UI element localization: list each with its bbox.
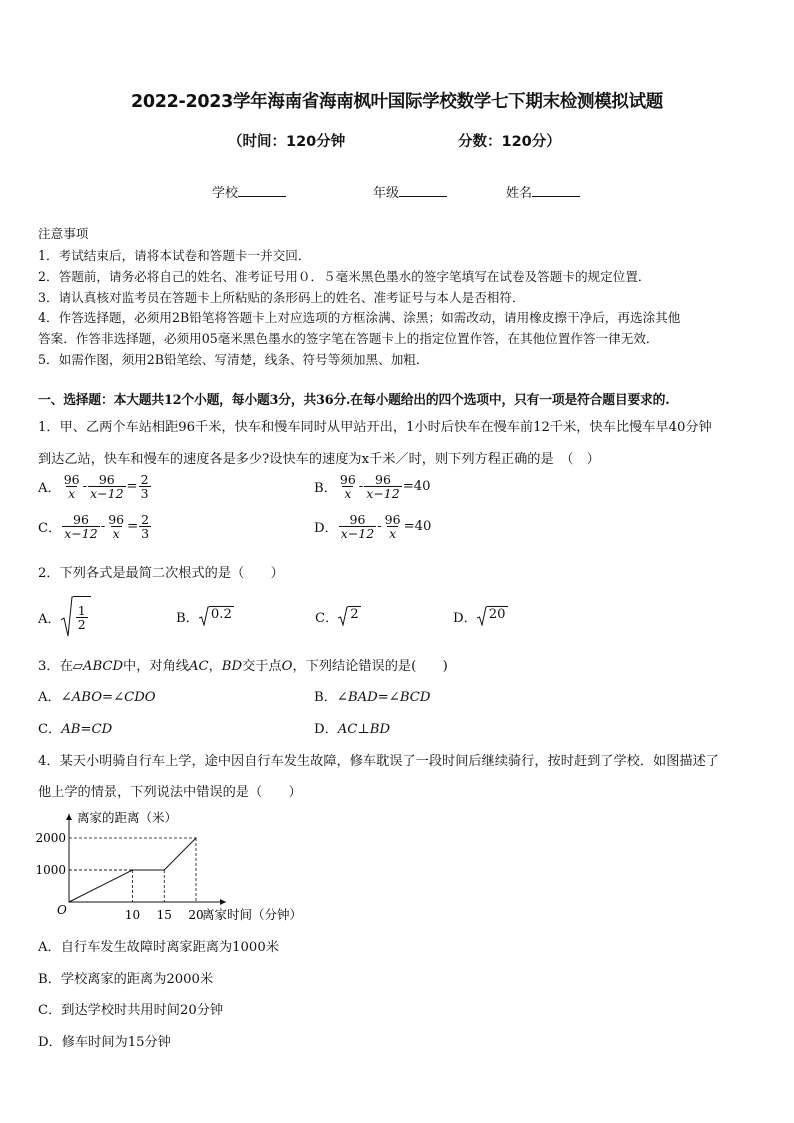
data-point [68,901,69,902]
q1-option-a[interactable]: A． $\frac{96}{x}$ - $\frac{96}{x-12}$ = $\frac{2}{3}$ [38,472,149,502]
name-field[interactable] [506,182,580,201]
q1-option-b[interactable]: B． $\frac{96}{x}$ - $\frac{96}{x-12}$ =40 [314,472,431,502]
fraction: $\frac{1}{2}$ [77,602,86,632]
name-blank[interactable] [532,184,580,197]
y-tick-label: 1000 [36,863,66,877]
page-title: 2022-2023学年海南省海南枫叶国际学校数学七下期末检测模拟试题 [131,92,663,112]
y-axis-label: 离家的距离（米） [77,810,178,825]
fraction: $\frac{96}{x}$ [339,472,356,502]
q4-stem-line2: 他上学的情景，下列说法中错误的是（ ） [38,785,302,800]
q3-option-c[interactable]: C．AB=CD [38,722,113,737]
q4-option-a[interactable]: A．自行车发生故障时离家距离为1000米 [38,940,279,955]
q2-stem: 2．下列各式是最简二次根式的是（ ） [38,566,284,581]
q4-stem-line1: 4．某天小明骑自行车上学，途中因自行车发生故障，修车耽误了一段时间后继续骑行，按时赶到了学校．如图描述了 [38,754,719,769]
q4-option-b[interactable]: B．学校离家的距离为2000米 [38,972,214,987]
q2-option-b[interactable]: B． 0.2 [176,607,232,626]
section-heading: 一、选择题：本大题共12个小题，每小题3分，共36分.在每小题给出的四个选项中，只有一项是符合题目要求的. [38,393,670,408]
q4-option-c[interactable]: C．到达学校时共用时间20分钟 [38,1003,224,1018]
notice-item: 1．考试结束后，请将本试卷和答题卡一并交回． [38,248,311,263]
notice-item: 答案．作答非选择题，必须用05毫米黑色墨水的签字笔在答题卡上的指定位置作答，在其他位置作答一律无效． [38,331,659,346]
notice-item: 5．如需作图，须用2B铅笔绘、写清楚，线条、符号等须加黑、加粗． [38,352,429,367]
x-tick-label: 15 [156,908,172,922]
sqrt-symbol [61,596,91,638]
q2-option-d[interactable]: D． 20 [453,607,506,626]
notice-item: 3．请认真核对监考员在答题卡上所粘贴的条形码上的姓名、准考证号与本人是否相符． [38,290,525,305]
fraction: $\frac{96}{x-12}$ [366,472,400,502]
fraction: $\frac{96}{x-12}$ [90,472,124,502]
data-point [195,837,196,838]
q1-option-d[interactable]: D． $\frac{96}{x-12}$ - $\frac{96}{x}$ =40 [314,512,432,542]
x-tick-label: 10 [124,908,141,922]
notice-item: 2．答题前，请务必将自己的姓名、准考证号用０．５毫米黑色墨水的签字笔填写在试卷及答题卡的规定位置． [38,269,651,284]
grade-field[interactable] [373,182,447,201]
fraction: $\frac{96}{x}$ [63,472,80,502]
q3-option-a[interactable]: A．∠ABO=∠CDO [38,690,156,705]
distance-time-chart [36,806,326,930]
chart-svg [36,806,326,926]
fraction: $\frac{2}{3}$ [140,472,149,502]
y-axis-arrow [66,814,72,820]
data-point [164,869,165,870]
origin-label: O [57,903,67,917]
sqrt-symbol: 0.2 [199,606,234,626]
q1-stem-line1: 1．甲、乙两个车站相距96千米，快车和慢车同时从甲站开出，1小时后快车在慢车前12千米，快车比慢车早40分钟 [38,420,712,435]
q4-option-d[interactable]: D．修车时间为15分钟 [38,1035,171,1050]
fraction: $\frac{2}{3}$ [141,512,150,542]
q1-stem-line2: 到达乙站，快车和慢车的速度各是多少?设快车的速度为x千米／时，则下列方程正确的是 （ ） [38,452,600,467]
q3-stem: 3．在▱ABCD中，对角线AC，BD交于点O，下列结论错误的是( ) [38,659,448,674]
school-label: 学校 [212,186,239,201]
school-blank[interactable] [238,184,286,197]
y-tick-label: 2000 [36,831,66,845]
fraction: $\frac{96}{x-12}$ [64,512,98,542]
q2-option-c[interactable]: C． 2 [315,607,359,626]
fraction: $\frac{96}{x}$ [108,512,125,542]
q1-option-c[interactable]: C． $\frac{96}{x-12}$ - $\frac{96}{x}$ = $\frac{2}{3}$ [38,512,150,542]
grade-label: 年级 [373,186,400,201]
time-label: （时间：120分钟 [228,134,346,150]
x-axis-arrow [220,899,226,905]
fraction: $\frac{96}{x}$ [384,512,401,542]
q2-option-a[interactable]: A． $\frac{1}{2}$ [38,596,91,638]
grade-blank[interactable] [399,184,447,197]
x-tick-label: 20 [188,908,204,922]
sqrt-symbol: 2 [338,606,360,626]
fraction: $\frac{96}{x-12}$ [340,512,375,542]
data-point [132,869,133,870]
q3-option-d[interactable]: D．AC⊥BD [314,722,391,737]
score-label: 分数：120分） [458,134,561,150]
notice-heading: 注意事项 [38,226,89,241]
x-axis-label: 离家时间（分钟） [202,907,303,922]
q3-option-b[interactable]: B．∠BAD=∠BCD [314,690,431,705]
school-field[interactable] [212,182,286,201]
name-label: 姓名 [506,186,533,201]
notice-item: 4．作答选择题，必须用2B铅笔将答题卡上对应选项的方框涂满、涂黑；如需改动，请用橡皮擦干净后，再选涂其他 [38,310,681,325]
sqrt-symbol: 20 [477,606,508,626]
